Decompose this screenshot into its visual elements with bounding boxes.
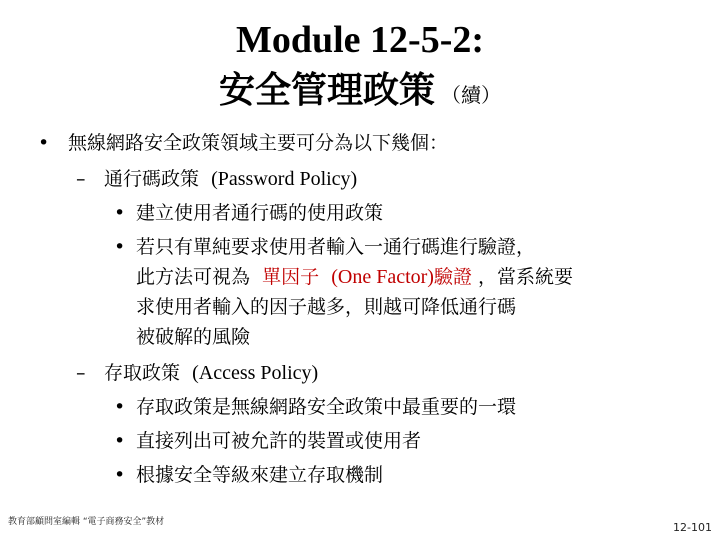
access-policy-heading	[104, 358, 318, 388]
module-title: Module 12-5-2:	[235, 19, 485, 61]
password-policy-heading	[104, 164, 357, 194]
password-policy-zh: 通行碼政策	[104, 168, 200, 190]
page-number: 12-101	[673, 521, 712, 534]
password-item-2-line-2	[136, 262, 573, 292]
access-item-2: 直接列出可被允許的裝置或使用者	[136, 430, 422, 452]
bullet-marker: •	[114, 464, 126, 486]
password-item-1: 建立使用者通行碼的使用政策	[136, 202, 384, 224]
section-title	[0, 66, 720, 120]
password-policy-en: (Password Policy)	[211, 168, 358, 190]
access-policy-zh: 存取政策	[104, 362, 181, 384]
password-item-2-line-4: 被破解的風險	[136, 326, 251, 348]
footer-source: 教育部顧問室編輯 “電子商務安全”教材	[8, 517, 165, 527]
single-factor-en: (One Factor)	[331, 266, 434, 288]
section-title-text: 安全管理政策	[218, 70, 435, 111]
password-item-2-line-3: 求使用者輸入的因子越多，則越可降低通行碼	[136, 296, 517, 318]
line-2-text-b: ，當系統要	[478, 266, 574, 288]
access-item-1: 存取政策是無線網路安全政策中最重要的一環	[136, 396, 517, 418]
verification-text: 驗證	[433, 266, 472, 288]
bullet-marker: •	[38, 132, 50, 154]
bullet-marker: •	[114, 396, 126, 418]
dash-marker: –	[76, 168, 86, 190]
access-item-3: 根據安全等級來建立存取機制	[136, 464, 384, 486]
password-item-2-line-1: 若只有單純要求使用者輸入一通行碼進行驗證，	[136, 236, 536, 258]
bullet-marker: •	[114, 202, 126, 224]
access-policy-en: (Access Policy)	[192, 362, 319, 384]
bullet-marker: •	[114, 236, 126, 258]
dash-marker: –	[76, 362, 86, 384]
main-bullet-text: 無線網路安全政策領域主要可分為以下幾個：	[68, 132, 449, 154]
line-2-text-a: 此方法可視為	[136, 266, 251, 288]
section-title-suffix: （續）	[441, 83, 501, 107]
single-factor-zh: 單因子	[262, 266, 320, 288]
bullet-marker: •	[114, 430, 126, 452]
